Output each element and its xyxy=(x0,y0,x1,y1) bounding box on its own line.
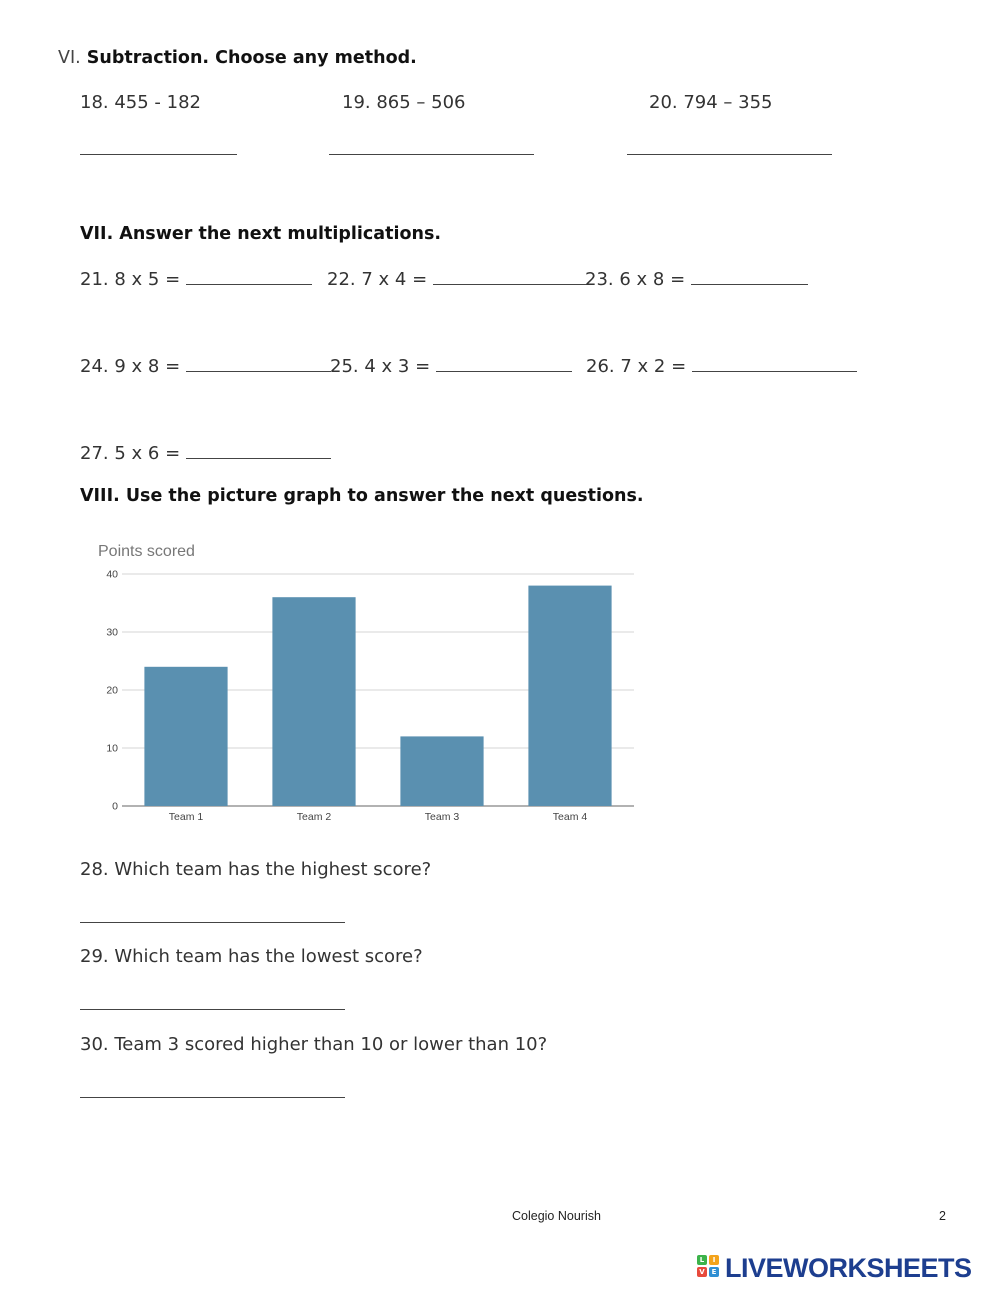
y-tick-label: 10 xyxy=(106,742,118,755)
footer-school: Colegio Nourish xyxy=(512,1209,601,1223)
question-30: 30. Team 3 scored higher than 10 or lower than 10? xyxy=(80,1034,548,1055)
bar-team-3 xyxy=(400,736,483,806)
answer-line-18[interactable] xyxy=(80,154,237,155)
answer-line-21[interactable] xyxy=(186,268,312,285)
section-vi-title: Subtraction. Choose any method. xyxy=(86,48,417,68)
answer-line-26[interactable] xyxy=(692,355,857,372)
logo-cube-v: V xyxy=(697,1267,707,1277)
question-26-text: 26. 7 x 2 = xyxy=(586,356,687,377)
bar-team-4 xyxy=(528,586,611,806)
liveworksheets-logo[interactable] xyxy=(697,1252,997,1286)
question-23 xyxy=(585,268,808,290)
question-19: 19. 865 – 506 xyxy=(342,92,466,113)
answer-line-24[interactable] xyxy=(186,355,331,372)
question-25 xyxy=(330,355,572,377)
question-21-text: 21. 8 x 5 = xyxy=(80,269,181,290)
y-tick-label: 40 xyxy=(106,568,118,581)
question-28: 28. Which team has the highest score? xyxy=(80,859,432,880)
question-26 xyxy=(586,355,857,377)
answer-line-19[interactable] xyxy=(329,154,534,155)
answer-line-28[interactable] xyxy=(80,922,345,923)
x-tick-label: Team 1 xyxy=(168,811,204,823)
logo-wordmark: LIVEWORKSHEETS xyxy=(725,1253,972,1283)
question-22 xyxy=(327,268,588,290)
answer-line-30[interactable] xyxy=(80,1097,345,1098)
answer-line-20[interactable] xyxy=(627,154,832,155)
y-tick-label: 0 xyxy=(112,800,118,813)
points-scored-bar-chart xyxy=(80,532,650,832)
question-23-text: 23. 6 x 8 = xyxy=(585,269,686,290)
question-27 xyxy=(80,442,331,464)
question-25-text: 25. 4 x 3 = xyxy=(330,356,431,377)
x-tick-label: Team 3 xyxy=(424,811,460,823)
section-vii-title: VII. Answer the next multiplications. xyxy=(80,224,442,244)
x-tick-label: Team 4 xyxy=(552,811,588,823)
answer-line-22[interactable] xyxy=(433,268,588,285)
question-24-text: 24. 9 x 8 = xyxy=(80,356,181,377)
x-tick-label: Team 2 xyxy=(296,811,332,823)
question-29: 29. Which team has the lowest score? xyxy=(80,946,423,967)
answer-line-25[interactable] xyxy=(436,355,572,372)
logo-cube-e: E xyxy=(709,1267,719,1277)
answer-line-27[interactable] xyxy=(186,442,331,459)
answer-line-29[interactable] xyxy=(80,1009,345,1010)
chart-bars xyxy=(144,586,611,806)
logo-cube-l: L xyxy=(697,1255,707,1265)
footer-page-number: 2 xyxy=(939,1209,946,1223)
question-18: 18. 455 - 182 xyxy=(80,92,201,113)
chart-title: Points scored xyxy=(98,543,195,560)
answer-line-23[interactable] xyxy=(691,268,808,285)
section-vi-roman: VI. xyxy=(58,48,81,68)
logo-cube-i: I xyxy=(709,1255,719,1265)
question-20: 20. 794 – 355 xyxy=(649,92,773,113)
question-24 xyxy=(80,355,331,377)
y-tick-label: 30 xyxy=(106,626,118,639)
question-21 xyxy=(80,268,312,290)
question-22-text: 22. 7 x 4 = xyxy=(327,269,428,290)
y-tick-label: 20 xyxy=(106,684,118,697)
bar-team-2 xyxy=(272,597,355,806)
question-27-text: 27. 5 x 6 = xyxy=(80,443,181,464)
section-vi-heading xyxy=(58,48,417,68)
section-viii-title: VIII. Use the picture graph to answer the next questions. xyxy=(80,486,644,506)
bar-team-1 xyxy=(144,667,227,806)
